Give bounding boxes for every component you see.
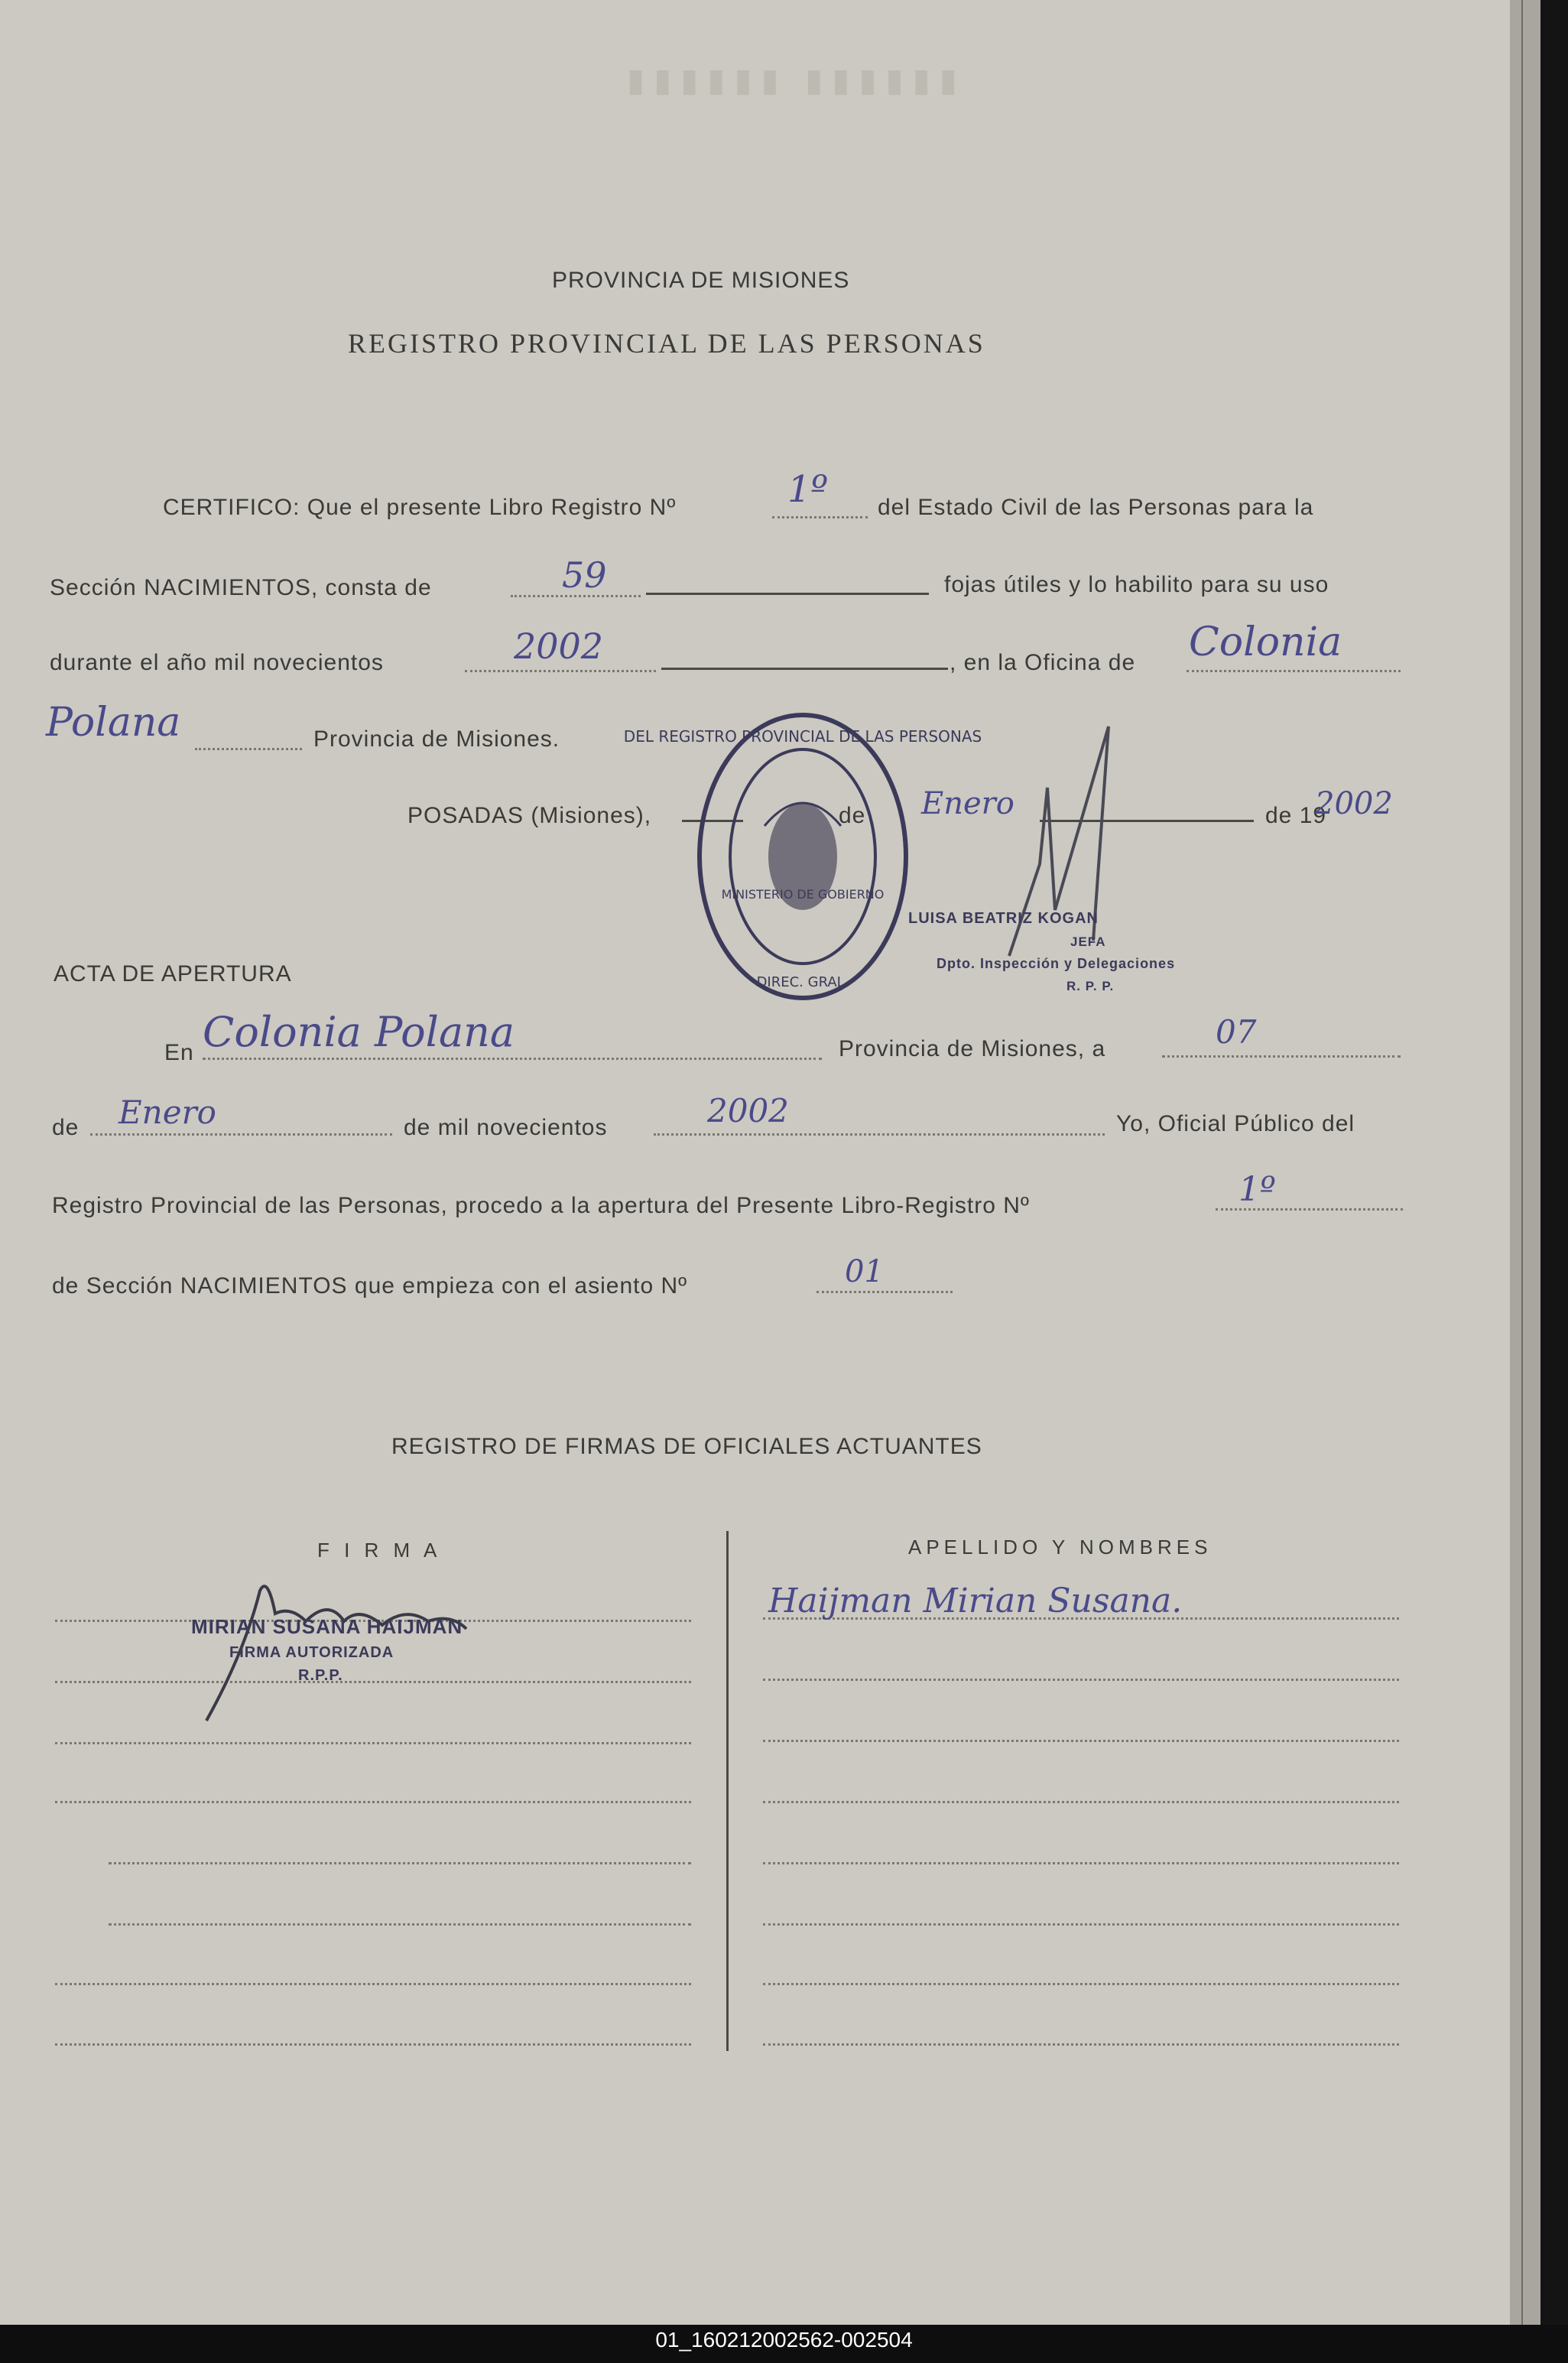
year-rule [661,668,948,670]
book-number-handwritten: 1º [787,468,829,511]
act-province-label: Provincia de Misiones, a [839,1036,1106,1061]
province-heading: PROVINCIA DE MISIONES [552,268,850,293]
de19-label: de 19 [1265,803,1327,828]
act-entry-dots [816,1291,953,1293]
cert-line3-b: , en la Oficina de [950,650,1136,675]
col-nombres-header: APELLIDO Y NOMBRES [908,1536,1213,1559]
seal-bottom-text: DIREC. GRAL. [756,974,849,990]
nombre-line-2 [763,1679,1399,1681]
act-title: ACTA DE APERTURA [54,961,292,986]
column-divider [726,1531,729,2051]
firma-line-3 [55,1742,691,1744]
nombre-line-8 [763,2043,1399,2046]
official-signature-stroke [994,711,1147,971]
signatures-title: REGISTRO DE FIRMAS DE OFICIALES ACTUANTES [391,1434,982,1459]
seal-inner-text: MINISTERIO DE GOBIERNO [721,887,885,902]
cert-line3-a: durante el año mil novecientos [50,650,384,675]
place-label: POSADAS (Misiones), [407,803,652,828]
cert-line2-a: Sección NACIMIENTOS, consta de [50,575,432,600]
nombre-line-3 [763,1740,1399,1742]
official-name-stamp: LUISA BEATRIZ KOGAN [908,910,1099,927]
firma-line-6 [109,1923,691,1926]
firma-line-8 [55,2043,691,2046]
office-handwritten-2: Polana [46,700,181,746]
signer-role-stamp: FIRMA AUTORIZADA [229,1644,394,1661]
office-dots [1187,670,1401,672]
nombre-line-6 [763,1923,1399,1926]
pages-handwritten: 59 [562,554,607,596]
book-number-dots [772,516,868,518]
firma-line-5 [109,1862,691,1864]
act-month-handwritten: Enero [118,1094,216,1131]
act-en-label: En [164,1040,194,1065]
de-label: de [839,803,866,828]
signer-name-handwritten: Haijman Mirian Susana. [768,1581,1183,1620]
month-handwritten: Enero [921,786,1014,821]
act-year-handwritten: 2002 [707,1092,789,1129]
act-line4: de Sección NACIMIENTOS que empieza con el asiento Nº [52,1273,688,1299]
seal-top-text: DEL REGISTRO PROVINCIAL DE LAS PERSONAS [623,727,982,746]
year2-handwritten: 2002 [1315,786,1393,821]
page-edge-line [1521,0,1523,2325]
signer-name-stamp: MIRIAN SUSANA HAIJMAN [191,1615,463,1638]
cert-line1-b: del Estado Civil de las Personas para la [878,495,1314,520]
act-year-dots [654,1133,1105,1136]
firma-line-7 [55,1983,691,1985]
office-2-dots [195,748,302,750]
cert-line2-b: fojas útiles y lo habilito para su uso [944,572,1329,597]
act-book-handwritten: 1º [1238,1170,1276,1209]
nombre-line-4 [763,1801,1399,1803]
act-place-handwritten: Colonia Polana [203,1008,515,1056]
pages-rule [646,593,929,595]
year-dots [465,670,656,672]
act-day-handwritten: 07 [1216,1013,1257,1051]
act-official-label: Yo, Oficial Público del [1116,1111,1355,1136]
col-firma-header: F I R M A [317,1539,442,1562]
official-org-stamp: R. P. P. [1066,979,1115,993]
nombre-line-7 [763,1983,1399,1985]
cert-line4: Provincia de Misiones. [313,726,560,752]
signer-org-stamp: R.P.P. [298,1667,343,1684]
image-caption: 01_160212002562-002504 [655,2328,913,2352]
nombre-line-5 [763,1862,1399,1864]
act-line3: Registro Provincial de las Personas, procedo a la apertura del Presente Libro-Registro Nº [52,1193,1030,1218]
registry-heading: REGISTRO PROVINCIAL DE LAS PERSONAS [348,328,985,359]
act-entry-handwritten: 01 [845,1254,884,1289]
act-de-label: de [52,1115,80,1140]
page-edge [1510,0,1540,2325]
act-place-dots [203,1058,822,1060]
official-dept-stamp: Dpto. Inspección y Delegaciones [937,956,1176,971]
bleed-through-text: ▮▮▮▮▮▮ ▮▮▮▮▮▮ [627,63,966,99]
year-handwritten: 2002 [514,626,604,667]
act-month-dots [90,1133,392,1136]
office-handwritten-1: Colonia [1189,619,1342,665]
act-year-label: de mil novecientos [404,1115,608,1140]
act-day-dots [1162,1055,1401,1058]
firma-line-4 [55,1801,691,1803]
official-role-stamp: JEFA [1070,934,1106,949]
cert-line1-a: CERTIFICO: Que el presente Libro Registro Nº [163,495,677,520]
